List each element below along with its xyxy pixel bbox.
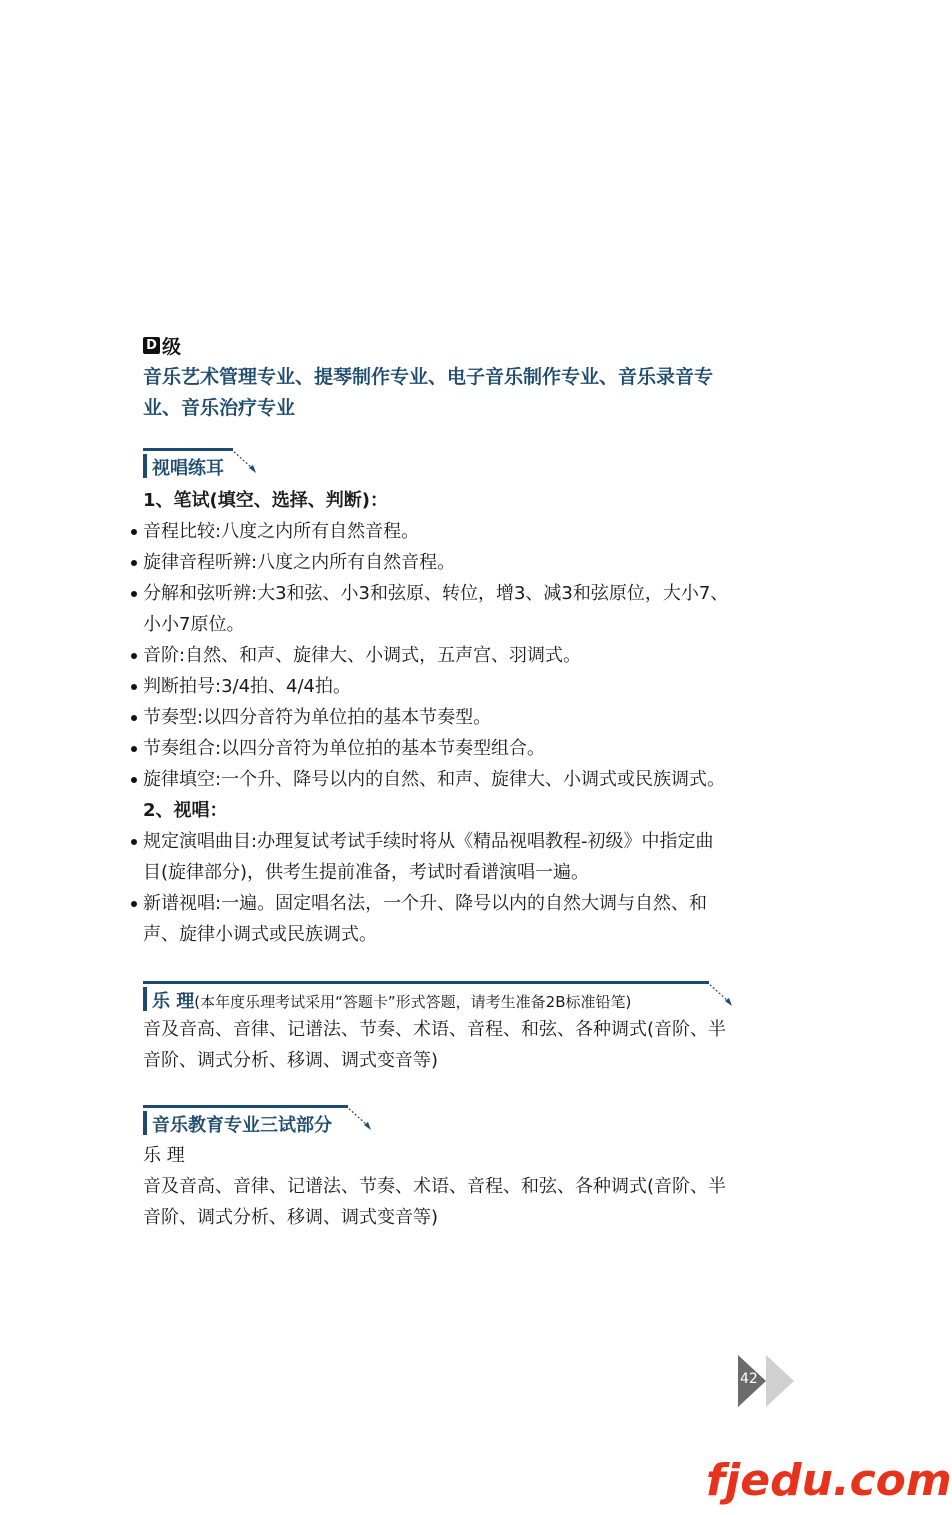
section-header-music-education	[143, 1105, 378, 1139]
list-item: 新谱视唱:一遍。固定唱名法，一个升、降号以内的自然大调与自然、和声、旋律小调式或民族调式。	[130, 888, 730, 950]
list-item: 音阶:自然、和声、旋律大、小调式，五声宫、羽调式。	[130, 640, 730, 671]
section-header-music-theory	[143, 981, 738, 1015]
arrow-decoration-icon	[231, 448, 261, 476]
section-header-sight-singing	[143, 448, 263, 482]
page-number: 42	[740, 1371, 758, 1387]
list-item: 分解和弦听辨:大3和弦、小3和弦原、转位，增3、减3和弦原位，大小7、小小7原位。	[130, 578, 730, 640]
level-badge: D	[143, 337, 160, 354]
section1-body	[130, 485, 730, 950]
list-item: 节奏型:以四分音符为单位拍的基本节奏型。	[130, 702, 730, 733]
list-item: 旋律音程听辨:八度之内所有自然音程。	[130, 547, 730, 578]
section-title	[152, 987, 631, 1013]
section-title: 音乐教育专业三试部分	[152, 1115, 332, 1136]
list-item: 音程比较:八度之内所有自然音程。	[130, 516, 730, 547]
watermark-logo	[706, 1455, 952, 1506]
section-title-text: 乐 理	[152, 991, 195, 1012]
level-suffix: 级	[162, 336, 182, 358]
page-number-badge	[738, 1352, 796, 1410]
list-item: 节奏组合:以四分音符为单位拍的基本节奏型组合。	[130, 733, 730, 764]
subheading-written: 1、笔试(填空、选择、判断)：	[143, 490, 388, 511]
level-heading	[143, 332, 181, 359]
list-item: 规定演唱曲目:办理复试考试手续时将从《精品视唱教程-初级》中指定曲目(旋律部分)，供考生提前准备，考试时看谱演唱一遍。	[130, 826, 730, 888]
section-title: 视唱练耳	[152, 458, 224, 479]
subheading-sight-singing: 2、视唱：	[143, 800, 228, 821]
watermark-text: fjedu.com	[706, 1455, 952, 1506]
majors-list: 音乐艺术管理专业、提琴制作专业、电子音乐制作专业、音乐录音专业、音乐治疗专业	[143, 366, 714, 419]
list-item: 判断拍号:3/4拍、4/4拍。	[130, 671, 730, 702]
section-note: (本年度乐理考试采用“答题卡”形式答题，请考生准备2B标准铅笔)	[194, 993, 632, 1011]
arrow-decoration-icon	[707, 981, 737, 1009]
section3-subheading: 乐 理	[143, 1145, 185, 1166]
arrow-decoration-icon	[346, 1105, 376, 1133]
list-item: 旋律填空:一个升、降号以内的自然、和声、旋律大、小调式或民族调式。	[130, 764, 730, 795]
section2-body: 音及音高、音律、记谱法、节奏、术语、音程、和弦、各种调式(音阶、半音阶、调式分析、移调、调式变音等)	[143, 1019, 727, 1071]
section3-body: 音及音高、音律、记谱法、节奏、术语、音程、和弦、各种调式(音阶、半音阶、调式分析、移调、调式变音等)	[143, 1176, 727, 1228]
